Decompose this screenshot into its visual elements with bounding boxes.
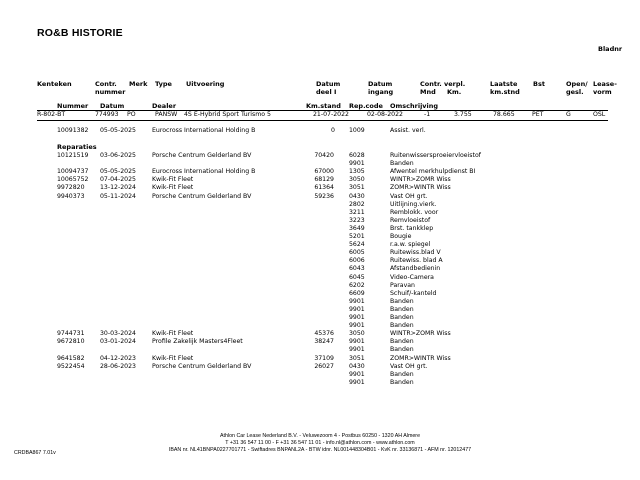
assist-km: 0 xyxy=(331,127,335,134)
cell-code: 5201 xyxy=(349,233,365,240)
header-mnd: Mnd xyxy=(420,88,436,96)
table-row xyxy=(0,193,640,201)
table-row xyxy=(0,290,640,298)
header-contr-verpl: Contr. verpl. xyxy=(420,80,466,88)
cell-km: 67000 xyxy=(314,168,334,176)
header-datum-deel-line2: deel I xyxy=(316,88,337,96)
cell-omschr: Banden xyxy=(390,160,414,168)
table-row xyxy=(0,282,640,290)
cell-km: 26027 xyxy=(314,362,334,370)
cell-dealer: Porsche Centrum Gelderland BV xyxy=(152,362,252,370)
table-row xyxy=(0,209,640,217)
cell-code: 6006 xyxy=(349,257,365,265)
table-row xyxy=(0,298,640,306)
cell-datum: 05-05-2025 xyxy=(100,168,136,176)
cell-nummer: 10121519 xyxy=(57,152,89,159)
cell-datum: 04-12-2023 xyxy=(100,354,136,362)
cell-omschr: Banden xyxy=(390,314,414,321)
vehicle-type: PANSW xyxy=(155,111,178,118)
cell-code: 5624 xyxy=(349,241,365,249)
cell-omschr: Brst. tankklep xyxy=(390,224,434,232)
table-row xyxy=(0,160,640,168)
cell-code: 9901 xyxy=(349,346,365,354)
cell-dealer: Porsche Centrum Gelderland BV xyxy=(152,192,252,200)
table-row xyxy=(0,346,640,354)
cell-code: 9901 xyxy=(349,305,365,313)
table-row xyxy=(0,274,640,282)
cell-omschr: Paravan xyxy=(390,281,415,289)
table-row xyxy=(0,265,640,273)
cell-omschr: Remblokk. voor xyxy=(390,208,439,216)
cell-nummer: 9744731 xyxy=(57,330,85,338)
cell-dealer: Profile Zakelijk Masters4Fleet xyxy=(152,338,243,346)
header-bst: Bst xyxy=(533,80,545,88)
header-contract-line2: nummer xyxy=(95,88,126,96)
table-row xyxy=(0,330,640,338)
cell-nummer: 9641582 xyxy=(57,354,85,362)
cell-code: 6043 xyxy=(349,265,365,273)
table-row xyxy=(0,184,640,192)
header-open-line2: gesl. xyxy=(566,88,584,96)
cell-nummer: 9522454 xyxy=(57,362,85,370)
header-lease: Lease- xyxy=(593,80,617,88)
cell-code: 6609 xyxy=(349,289,365,297)
cell-code: 9901 xyxy=(349,297,365,305)
table-row xyxy=(0,314,640,322)
vehicle-mnd: -1 xyxy=(424,111,431,118)
cell-km: 45376 xyxy=(314,330,334,338)
page-number-label: Bladnr xyxy=(598,45,623,53)
cell-km: 61364 xyxy=(314,184,334,192)
footer-registration: IBAN nr. NL41BNPA0227701771 - Swiftadres BNPANL2A - BTW idnr. NL001448304B01 - KvK nr. 33136871 - AFM nr. 12012477 xyxy=(168,447,472,453)
cell-omschr: Banden xyxy=(390,370,414,378)
cell-code: 6202 xyxy=(349,281,365,289)
cell-km: 70420 xyxy=(314,152,334,159)
table-row xyxy=(0,338,640,346)
table-row xyxy=(0,241,640,249)
vehicle-datum-deel: 21-07-2022 xyxy=(313,111,349,118)
table-row xyxy=(0,371,640,379)
header-datum-ingang: Datum xyxy=(368,80,393,88)
vehicle-merk: PO xyxy=(127,111,136,118)
cell-km: 37109 xyxy=(314,354,334,362)
vehicle-km: 3.755 xyxy=(454,111,472,118)
cell-code: 9901 xyxy=(349,378,365,386)
cell-datum: 03-01-2024 xyxy=(100,338,136,346)
vehicle-uitvoering: 4S E-Hybrid Sport Turismo 5 xyxy=(184,111,271,118)
cell-datum: 30-03-2024 xyxy=(100,330,136,338)
cell-code: 9901 xyxy=(349,370,365,378)
cell-dealer: Kwik-Fit Fleet xyxy=(152,354,194,362)
cell-nummer: 10094737 xyxy=(57,168,89,176)
cell-omschr: Banden xyxy=(390,338,414,346)
table-row xyxy=(0,363,640,371)
header-uitvoering: Uitvoering xyxy=(186,80,225,88)
cell-code: 6028 xyxy=(349,152,365,159)
vehicle-laatste-km: 78.665 xyxy=(493,111,515,118)
header-laatste-line2: km.stnd xyxy=(490,88,520,96)
subheader-dealer: Dealer xyxy=(152,102,177,110)
table-row xyxy=(0,257,640,265)
cell-code: 9901 xyxy=(349,314,365,321)
cell-omschr: Banden xyxy=(390,297,414,305)
cell-nummer: 9672810 xyxy=(57,338,85,346)
vehicle-kenteken: R-802-BT xyxy=(37,111,66,118)
cell-omschr: Remvloeistof xyxy=(390,216,431,224)
assist-code: 1009 xyxy=(349,127,365,134)
cell-dealer: Kwik-Fit Fleet xyxy=(152,330,194,338)
vehicle-bst: PET xyxy=(532,111,544,118)
cell-datum: 13-12-2024 xyxy=(100,184,136,192)
header-type: Type xyxy=(155,80,172,88)
subheader-nummer: Nummer xyxy=(57,102,89,110)
header-lease-line2: vorm xyxy=(593,88,612,96)
header-kenteken: Kenteken xyxy=(37,80,72,88)
cell-datum: 28-06-2023 xyxy=(100,362,136,370)
table-row xyxy=(0,201,640,209)
vehicle-row xyxy=(0,111,640,119)
cell-datum: 07-04-2025 xyxy=(100,176,136,184)
header-km: Km. xyxy=(447,88,462,96)
cell-code: 6005 xyxy=(349,249,365,257)
cell-code: 3050 xyxy=(349,176,365,184)
assist-nummer: 10091382 xyxy=(57,127,89,134)
cell-omschr: Banden xyxy=(390,378,414,386)
cell-dealer: Eurocross International Holding B xyxy=(152,168,256,176)
table-row xyxy=(0,379,640,387)
cell-code: 3211 xyxy=(349,208,365,216)
cell-omschr: Banden xyxy=(390,322,414,330)
header-laatste: Laatste xyxy=(490,80,518,88)
table-row xyxy=(0,249,640,257)
cell-omschr: WINTR>ZOMR Wiss xyxy=(390,176,451,184)
vehicle-divider xyxy=(37,120,608,121)
header-merk: Merk xyxy=(129,80,148,88)
cell-omschr: Banden xyxy=(390,305,414,313)
cell-omschr: Schuif/-kanteld xyxy=(390,289,437,297)
cell-omschr: Ruitenwissersproeiervloeistof xyxy=(390,152,481,159)
subheader-km-stand: Km.stand xyxy=(306,102,341,110)
cell-km: 68129 xyxy=(314,176,334,184)
cell-omschr: Vast OH grt. xyxy=(390,362,428,370)
assist-datum: 05-05-2025 xyxy=(100,127,136,134)
cell-nummer: 9972820 xyxy=(57,184,85,192)
cell-omschr: r.a.w. spiegel xyxy=(390,241,431,249)
table-row xyxy=(0,168,640,176)
cell-km: 59236 xyxy=(314,192,334,200)
cell-dealer: Porsche Centrum Gelderland BV xyxy=(152,152,252,159)
cell-km: 38247 xyxy=(314,338,334,346)
cell-omschr: Vast OH grt. xyxy=(390,192,428,200)
table-row xyxy=(0,217,640,225)
cell-code: 0430 xyxy=(349,362,365,370)
cell-code: 3649 xyxy=(349,224,365,232)
cell-nummer: 9940373 xyxy=(57,192,85,200)
cell-datum: 05-11-2024 xyxy=(100,192,136,200)
vehicle-contract: 774993 xyxy=(95,111,119,118)
cell-code: 9901 xyxy=(349,338,365,346)
cell-code: 3050 xyxy=(349,330,365,338)
header-datum-deel: Datum xyxy=(316,80,341,88)
cell-datum: 03-06-2025 xyxy=(100,152,136,159)
cell-code: 0430 xyxy=(349,192,365,200)
cell-code: 3223 xyxy=(349,216,365,224)
table-row xyxy=(0,176,640,184)
cell-dealer: Kwik-Fit Fleet xyxy=(152,184,194,192)
table-row xyxy=(0,152,640,160)
cell-code: 1305 xyxy=(349,168,365,176)
cell-code: 3051 xyxy=(349,354,365,362)
table-row xyxy=(0,225,640,233)
cell-omschr: Bougie xyxy=(390,233,412,240)
cell-code: 9901 xyxy=(349,160,365,168)
cell-omschr: Uitlijning.vierk. xyxy=(390,200,437,208)
cell-omschr: Banden xyxy=(390,346,414,354)
cell-code: 2802 xyxy=(349,200,365,208)
cell-nummer: 10065752 xyxy=(57,176,89,184)
subheader-omschrijving: Omschrijving xyxy=(390,102,439,110)
cell-code: 9901 xyxy=(349,322,365,330)
page-title: RO&B HISTORIE xyxy=(37,27,123,39)
cell-omschr: Afstandbedienin xyxy=(390,265,441,273)
cell-omschr: Video-Camera xyxy=(390,273,434,281)
header-contract: Contr. xyxy=(95,80,117,88)
report-code: CRDBA867 7.01v xyxy=(14,450,56,456)
cell-omschr: Ruitewiss. blad A xyxy=(390,257,443,265)
table-row xyxy=(0,322,640,330)
vehicle-datum-ingang: 02-08-2022 xyxy=(367,111,403,118)
cell-omschr: Afwentel merkhulpdienst BI xyxy=(390,168,476,176)
footer-address: Athlon Car Lease Nederland B.V. - Veluwezoom 4 - Postbus 60250 - 1320 AH Almere xyxy=(219,433,421,439)
table-row xyxy=(0,233,640,241)
header-datum-ingang-line2: ingang xyxy=(368,88,394,96)
cell-omschr: ZOMR>WINTR Wiss xyxy=(390,354,451,362)
cell-dealer: Kwik-Fit Fleet xyxy=(152,176,194,184)
vehicle-leasevorm: OSL xyxy=(593,111,606,118)
header-open: Open/ xyxy=(566,80,588,88)
assist-omschrijving: Assist. verl. xyxy=(390,127,426,134)
footer-contact: T +31 36 547 11 00 - F +31 36 547 11 01 - info.nl@athlon.com - www.athlon.com xyxy=(225,440,415,446)
section-reparaties: Reparaties xyxy=(57,143,97,151)
cell-code: 6045 xyxy=(349,273,365,281)
table-row xyxy=(0,355,640,363)
vehicle-open-gesl: G xyxy=(566,111,571,118)
cell-omschr: ZOMR>WINTR Wiss xyxy=(390,184,451,192)
assist-dealer: Eurocross International Holding B xyxy=(152,127,256,134)
cell-omschr: Ruitewiss.blad V xyxy=(390,249,441,257)
subheader-datum: Datum xyxy=(100,102,125,110)
cell-omschr: WINTR>ZOMR Wiss xyxy=(390,330,451,338)
table-row xyxy=(0,306,640,314)
cell-code: 3051 xyxy=(349,184,365,192)
assist-row xyxy=(0,127,640,135)
subheader-rep-code: Rep.code xyxy=(349,102,383,110)
